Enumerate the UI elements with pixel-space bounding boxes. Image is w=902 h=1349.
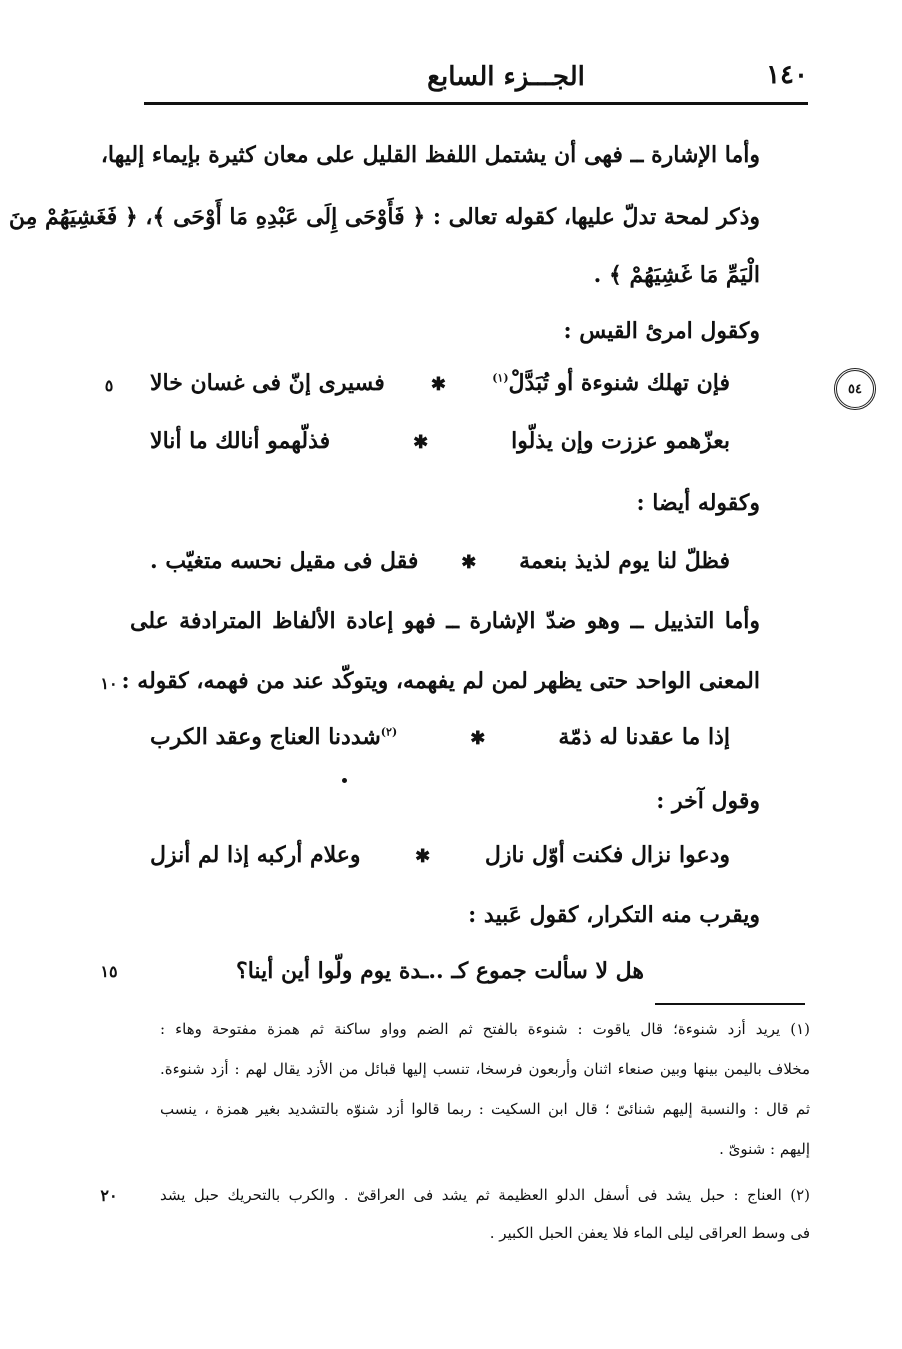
footnote-line: ثم قال : والنسبة إليهم شنائىّ ؛ قال ابن السكيت : ربما قالوا أزد شنوّه بالتشديد بغير همزة ، ينسب <box>160 1100 810 1118</box>
verse-hemistich-right: بعزّهمو عززت وإن يذلّوا <box>511 428 730 454</box>
paragraph-line: وأما التذييل ــ وهو ضدّ الإشارة ــ فهو إعادة الألفاظ المترادفة على <box>130 608 760 634</box>
verse-separator: ✱ <box>461 552 477 573</box>
quote-label: ويقرب منه التكرار، كقول عَبيد : <box>468 902 760 928</box>
paragraph-line: وأما الإشارة ــ فهى أن يشتمل اللفظ القليل على معان كثيرة بإيماء إليها، <box>100 142 760 168</box>
page-number: ١٤٠ <box>766 60 808 90</box>
verse-hemistich-right: فظلّ لنا يوم لذيذ بنعمة <box>519 548 730 574</box>
verse-hemistich-right: ودعوا نزال فكنت أوّل نازل <box>484 842 730 868</box>
verse-line <box>150 842 730 868</box>
verse-line <box>150 958 730 984</box>
running-head: الجـــزء السابع <box>427 62 585 92</box>
line-number: ٢٠ <box>100 1186 118 1205</box>
footnote-line: (١) يريد أزد شنوءة؛ قال ياقوت : شنوءة بالفتح ثم الضم وواو ساكنة ثم همزة مفتوحة وهاء : <box>160 1020 810 1038</box>
verse-hemistich-left: فقل فى مقيل نحسه متغيّب . <box>150 548 419 574</box>
line-number: ١٥ <box>100 962 118 981</box>
paragraph-line: المعنى الواحد حتى يظهر لمن لم يفهمه، ويتوكّد عند من فهمه، كقوله : <box>121 668 760 694</box>
verse-line <box>150 370 730 396</box>
verse-separator: ✱ <box>430 374 447 395</box>
quote-label: وكقوله أيضا : <box>636 490 760 516</box>
footnote-line: إليهم : شنوىّ . <box>719 1140 810 1158</box>
verse-hemistich-right: إذا ما عقدنا له ذمّة <box>558 724 730 750</box>
verse-separator: ✱ <box>415 846 431 867</box>
verse-separator: ✱ <box>470 728 486 749</box>
verse-text: هل لا سألت جموع كـ ..ـدة يوم ولّوا أين أينا؟ <box>236 958 644 984</box>
paragraph-line: الْيَمِّ مَا غَشِيَهُمْ ﴾ . <box>593 262 760 288</box>
verse-hemistich-left: فسيرى إنّ فى غسان خالا <box>150 370 385 396</box>
verse-hemistich-left: $^{(٢)}$شددنا العناج وعقد الكرب <box>150 724 398 750</box>
quote-label: وقول آخر : <box>656 788 760 814</box>
footnote-line: مخلاف باليمن بينها وبين صنعاء اثنان وأربعون فرسخا، تنسب إليها قبائل من الأزد يقال لهم : أزد شنوءة. <box>160 1060 810 1078</box>
verse-line <box>150 724 730 750</box>
line-number: ٥ <box>104 376 114 395</box>
page-header <box>144 58 808 105</box>
verse-line <box>150 548 730 574</box>
verse-hemistich-left: فذلّهمو أنالك ما أنالا <box>150 428 331 454</box>
ink-mark <box>342 778 347 783</box>
line-number: ١٠ <box>100 674 118 693</box>
paragraph-line: وذكر لمحة تدلّ عليها، كقوله تعالى : ﴿ فَأَوْحَى إِلَى عَبْدِهِ مَا أَوْحَى ﴾، ﴿ فَغَشِيَهُمْ مِنَ <box>8 204 760 230</box>
verse-line <box>150 428 730 454</box>
footnote-rule <box>655 1003 805 1005</box>
footnote-line: (٢) العناج : حبل يشد فى أسفل الدلو العظيمة ثم يشد فى العراقىّ . والكرب بالتحريك حبل يشد <box>160 1186 810 1204</box>
footnote-marker: (٢) <box>380 725 398 739</box>
verse-hemistich-left: وعلام أركبه إذا لم أنزل <box>150 842 361 868</box>
quote-label: وكقول امرئ القيس : <box>563 318 760 344</box>
footnote-marker: (١) <box>492 371 509 385</box>
footnote-line: فى وسط العراقى ليلى الماء فلا يعفن الحبل الكبير . <box>489 1224 810 1242</box>
library-stamp: ٥٤ <box>834 368 876 410</box>
verse-separator: ✱ <box>413 432 429 453</box>
verse-hemistich-right: فإن تهلك شنوءة أو تُبَدَّلْ$^{(١)}$ <box>492 370 730 396</box>
